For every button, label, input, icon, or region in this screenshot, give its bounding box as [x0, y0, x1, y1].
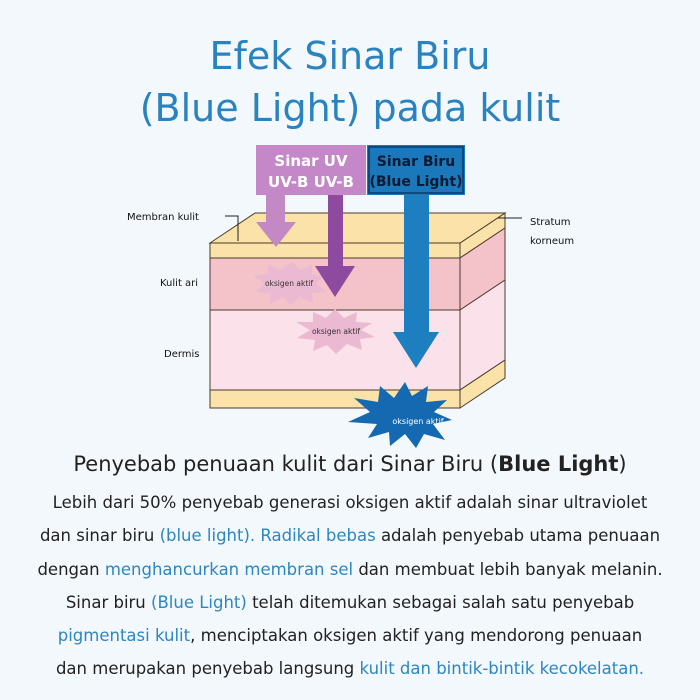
line-5-highlight: pigmentasi kulit	[57, 626, 191, 646]
line-1-text: Lebih dari 50% penyebab generasi oksigen aktif adalah sinar ultraviolet	[52, 493, 648, 512]
blue-box-line-1: Sinar Biru	[376, 154, 456, 170]
text-line-6	[0, 652, 700, 685]
label-dermis: Dermis	[164, 349, 200, 360]
title-line-2: (Blue Light) pada kulit	[139, 86, 561, 130]
label-epidermis: Kulit ari	[160, 278, 199, 289]
description-text	[0, 486, 700, 686]
text-line-1	[0, 486, 700, 519]
section-heading	[0, 452, 700, 476]
burst-text-3: oksigen aktif	[392, 417, 444, 426]
line-4-a: Sinar biru	[65, 592, 152, 612]
burst-text-2: oksigen aktif	[311, 327, 361, 336]
line-5-b: , menciptakan oksigen aktif yang mendorong penuaan	[190, 626, 643, 646]
skin-block	[210, 213, 505, 408]
label-stratum-2: korneum	[530, 236, 575, 247]
section-heading-plain: Penyebab penuaan kulit dari Sinar Biru (	[73, 452, 499, 476]
section-heading-end: )	[618, 452, 627, 476]
line-4-c: telah ditemukan sebagai salah satu penyebab	[246, 592, 635, 612]
blue-box-line-2: (Blue Light)	[369, 174, 463, 190]
text-line-5	[0, 619, 700, 652]
line-2-highlight: (blue light). Radikal bebas	[159, 526, 376, 546]
label-membrane: Membran kulit	[127, 212, 199, 223]
top-face	[210, 213, 505, 243]
line-4-highlight: (Blue Light)	[151, 592, 247, 612]
line-2-a: dan sinar biru	[39, 526, 160, 546]
text-line-3	[0, 553, 700, 586]
label-stratum-1: Stratum	[530, 217, 571, 228]
line-6-highlight: kulit dan bintik-bintik kecokelatan.	[359, 659, 645, 679]
line-3-highlight: menghancurkan membran sel	[104, 559, 354, 579]
text-line-4	[0, 586, 700, 619]
section-heading-bold: Blue Light	[498, 452, 619, 476]
uv-box-line-2: UV-B UV-B	[268, 173, 354, 191]
text-line-2	[0, 519, 700, 552]
title-line-1: Efek Sinar Biru	[209, 34, 491, 78]
uv-box-line-1: Sinar UV	[274, 152, 348, 170]
line-3-c: dan membuat lebih banyak melanin.	[353, 559, 663, 579]
line-2-c: adalah penyebab utama penuaan	[375, 526, 661, 546]
burst-text-1: oksigen aktif	[264, 279, 314, 288]
line-3-a: dengan	[37, 559, 105, 579]
line-6-a: dan merupakan penyebab langsung	[55, 659, 360, 679]
